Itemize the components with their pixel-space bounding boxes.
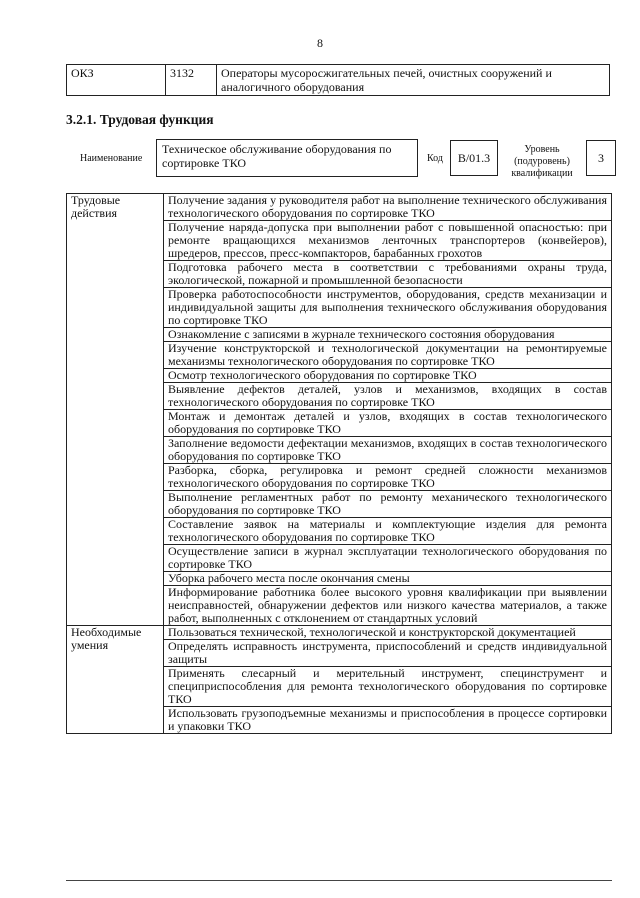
labor-action-item: Осуществление записи в журнал эксплуатации технологического оборудования по сортировке ТКО bbox=[164, 545, 612, 572]
labor-action-item: Выявление дефектов деталей, узлов и механизмов, входящих в состав технологического оборудования по сортировке ТКО bbox=[164, 383, 612, 410]
skill-item: Определять исправность инструмента, приспособлений и средств индивидуальной защиты bbox=[164, 640, 612, 667]
labor-action-item: Проверка работоспособности инструментов, оборудования, средств механизации и индивидуальной защиты для выполнения технического обслуживания оборудования по сортировке ТКО bbox=[164, 288, 612, 328]
labor-action-item: Выполнение регламентных работ по ремонту механического технологического оборудования по сортировке ТКО bbox=[164, 491, 612, 518]
page-number: 8 bbox=[317, 36, 323, 50]
okz-row bbox=[67, 65, 610, 96]
table-row bbox=[67, 626, 612, 640]
table-row bbox=[67, 194, 612, 221]
labor-action-item: Уборка рабочего места после окончания смены bbox=[164, 572, 612, 586]
skills-label: Необходимые умения bbox=[67, 626, 164, 734]
labor-action-item: Изучение конструкторской и технологической документации на ремонтируемые механизмы технологического оборудования по сортировке ТКО bbox=[164, 342, 612, 369]
skill-item: Использовать грузоподъемные механизмы и приспособления в процессе сортировки и упаковки ТКО bbox=[164, 707, 612, 734]
code-label: Код bbox=[427, 153, 443, 164]
function-table bbox=[66, 193, 612, 734]
okz-table bbox=[66, 64, 610, 96]
labor-action-item: Информирование работника более высокого уровня квалификации при выявлении неисправностей, обнаружении дефектов или низкого качества материалов, а также работ, выполненных с отклонением от стандартных условий bbox=[164, 586, 612, 626]
labor-action-item: Разборка, сборка, регулировка и ремонт средней сложности механизмов технологического оборудования по сортировке ТКО bbox=[164, 464, 612, 491]
level-value-box: 3 bbox=[586, 140, 616, 176]
labor-action-item: Заполнение ведомости дефектации механизмов, входящих в состав технологического оборудования по сортировке ТКО bbox=[164, 437, 612, 464]
labor-actions-label: Трудовые действия bbox=[67, 194, 164, 626]
okz-occupation-name: Операторы мусоросжигательных печей, очистных сооружений и аналогичного оборудования bbox=[217, 65, 610, 96]
labor-action-item: Ознакомление с записями в журнале технического состояния оборудования bbox=[164, 328, 612, 342]
skill-item: Применять слесарный и мерительный инструмент, специнструмент и специприспособления для ремонта технологического оборудования по сортировке ТКО bbox=[164, 667, 612, 707]
okz-label: ОКЗ bbox=[67, 65, 166, 96]
labor-action-item: Получение наряда-допуска при выполнении работ с повышенной опасностью: при ремонте вращающихся механизмов ленточных транспортеров (конвейеров), шредеров, прессов, пресс-компакторов, барабанных грохотов bbox=[164, 221, 612, 261]
labor-action-item: Осмотр технологического оборудования по сортировке ТКО bbox=[164, 369, 612, 383]
name-label: Наименование bbox=[80, 153, 143, 164]
function-name-box: Техническое обслуживание оборудования по сортировке ТКО bbox=[156, 139, 418, 177]
skill-item: Пользоваться технической, технологической и конструкторской документацией bbox=[164, 626, 612, 640]
level-label: Уровень (подуровень) квалификации bbox=[511, 144, 573, 179]
code-value-box: B/01.3 bbox=[450, 140, 498, 176]
labor-action-item: Получение задания у руководителя работ на выполнение технического обслуживания технологического оборудования по сортировке ТКО bbox=[164, 194, 612, 221]
labor-action-item: Подготовка рабочего места в соответствии с требованиями охраны труда, экологической, пожарной и промышленной безопасности bbox=[164, 261, 612, 288]
labor-action-item: Монтаж и демонтаж деталей и узлов, входящих в состав технологического оборудования по сортировке ТКО bbox=[164, 410, 612, 437]
labor-action-item: Составление заявок на материалы и комплектующие изделия для ремонта технологического оборудования по сортировке ТКО bbox=[164, 518, 612, 545]
okz-code: 3132 bbox=[166, 65, 217, 96]
section-title: 3.2.1. Трудовая функция bbox=[66, 112, 214, 127]
page-edge-line bbox=[66, 880, 612, 881]
